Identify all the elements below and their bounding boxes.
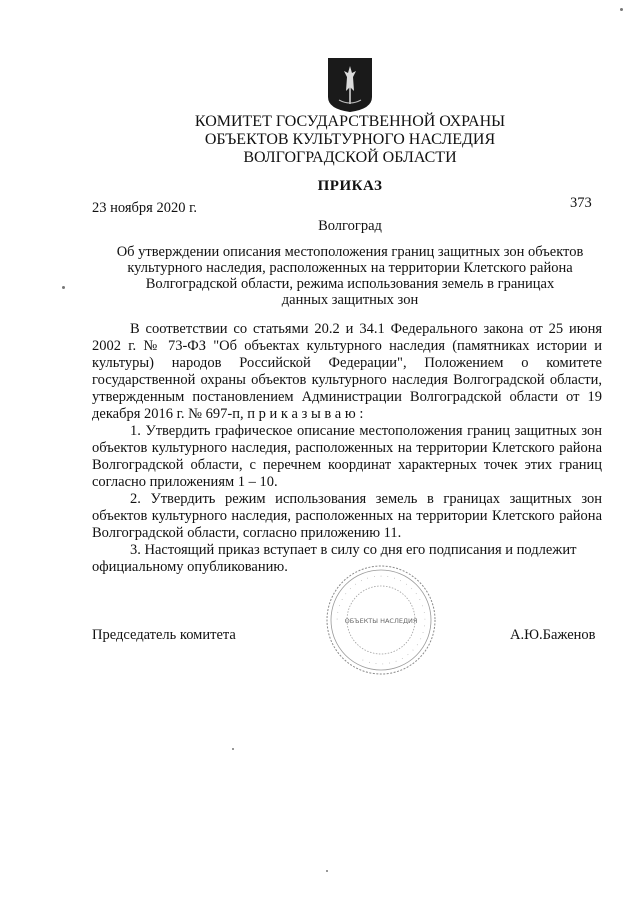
scan-speck [62, 286, 65, 289]
paragraph-item-2: 2. Утвердить режим использования земель в границах защитных зон объектов культурного наследия, расположенных на территории Клетского района Волгоградской области, согласно приложению 11. [92, 491, 602, 541]
scan-speck [620, 8, 623, 11]
committee-line: ОБЪЕКТОВ КУЛЬТУРНОГО НАСЛЕДИЯ [204, 131, 496, 148]
signer-name: А.Ю.Баженов [510, 627, 596, 643]
subject-line: данных защитных зон [281, 292, 419, 308]
committee-line: КОМИТЕТ ГОСУДАРСТВЕННОЙ ОХРАНЫ [194, 113, 506, 130]
paragraph-item-3: 3. Настоящий приказ вступает в силу со дня его подписания и подлежит официальному опубликованию. [92, 542, 577, 575]
order-city: Волгоград [318, 218, 382, 234]
order-date: 23 ноября 2020 г. [92, 200, 198, 216]
subject-line: Об утверждении описания местоположения границ защитных зон объектов [116, 244, 584, 260]
committee-line: ВОЛГОГРАДСКОЙ ОБЛАСТИ [243, 149, 457, 166]
scan-speck [326, 870, 328, 872]
paragraph-preamble: В соответствии со статьями 20.2 и 34.1 Федерального закона от 25 июня 2002 г. № 73-ФЗ "Об объектах культурного наследия (памятниках истории и культуры) народов Российской Федерации", Положением о комитете государственной охраны объектов культурного наследия Волгоградской области, утвержденным постановлением Администрации Волгоградской области от 19 декабря 2016 г. № 697-п, п р и к а з ы в а ю : [92, 321, 602, 422]
svg-text:· · · · · · · · · · · · · · ·: · · · · · · · · · · · · · · · · · · · · · · · · · · · · · · · · · · [334, 573, 428, 667]
order-title: ПРИКАЗ [317, 178, 383, 194]
committee-name [140, 113, 560, 167]
signer-title: Председатель комитета [92, 627, 236, 643]
seal-text: ОБЪЕКТЫ НАСЛЕДИЯ [344, 617, 418, 625]
volgograd-coat-of-arms-icon [327, 57, 373, 113]
subject-line: культурного наследия, расположенных на территории Клетского района [127, 260, 573, 276]
order-body [92, 321, 602, 576]
scan-speck [232, 748, 234, 750]
paragraph-item-1: 1. Утвердить графическое описание местоположения границ защитных зон объектов культурного наследия, расположенных на территории Клетского района Волгоградской области, с перечнем координат характерных точек этих границ согласно приложениям 1 – 10. [92, 423, 602, 490]
order-number: 373 [570, 195, 592, 211]
official-round-seal-icon [323, 562, 439, 678]
subject-line: Волгоградской области, режима использования земель в границах [145, 276, 555, 292]
order-subject [100, 244, 600, 308]
